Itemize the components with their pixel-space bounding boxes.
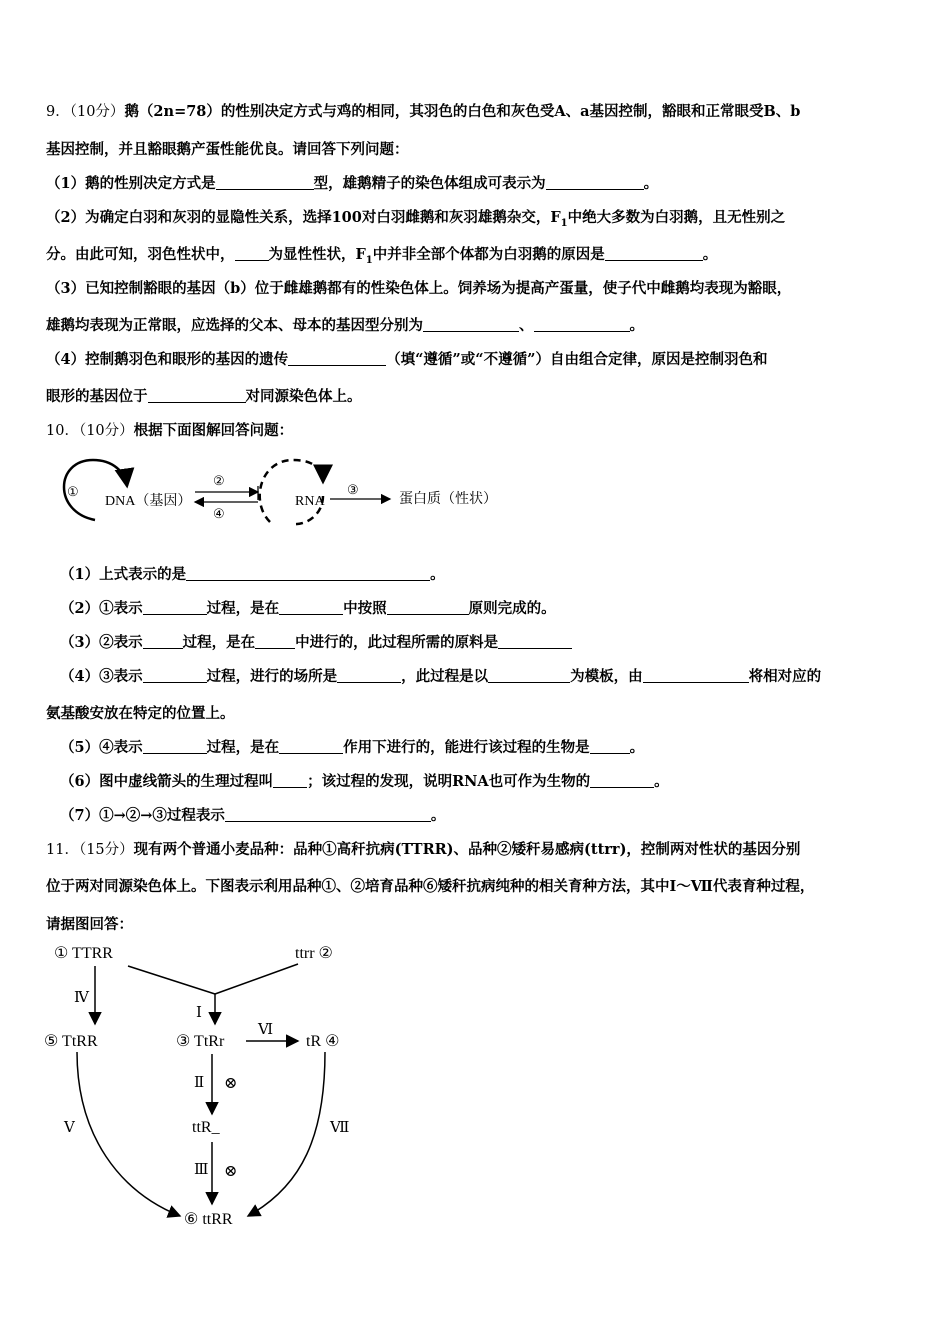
answer-blank[interactable] (279, 739, 343, 754)
q9-part4-line2: 眼形的基因位于 对同源染色体上。 (46, 388, 362, 405)
answer-blank[interactable] (143, 634, 183, 649)
process-VII-arrow (248, 1052, 325, 1216)
q9-part4-line1: （4）控制鹅羽色和眼形的基因的遗传 （填“遵循”或“不遵循”）自由组合定律，原因是控制羽色和 (46, 351, 768, 368)
answer-blank[interactable] (143, 739, 207, 754)
answer-blank[interactable] (255, 634, 295, 649)
answer-blank[interactable] (590, 739, 630, 754)
answer-blank[interactable] (143, 600, 207, 615)
process-V-label: Ⅴ (64, 1120, 75, 1136)
answer-blank[interactable] (273, 773, 307, 788)
process-II-label: Ⅱ (194, 1075, 205, 1091)
answer-blank[interactable] (546, 175, 644, 190)
process-III-label: Ⅲ (194, 1162, 209, 1178)
process-VII-label: Ⅶ (330, 1120, 350, 1136)
variety-2-ttrr: ttrr ② (295, 945, 333, 962)
q9-part1: （1）鹅的性别决定方式是 型，雄鹅精子的染色体组成可表示为 。 (46, 175, 659, 192)
q11-number: 11．（15分） (46, 842, 134, 858)
variety-6-ttRR: ⑥ ttRR (184, 1211, 233, 1228)
variety-5-TtRR: ⑤ TtRR (44, 1033, 98, 1050)
q11-line1: 11．（15分）现有两个普通小麦品种：品种①高秆抗病(TTRR)、品种②矮秆易感病(ttrr)，控制两对性状的基因分别 (46, 841, 801, 858)
protein-label: 蛋白质（性状） (399, 492, 497, 507)
variety-1-TTRR: ① TTRR (54, 945, 113, 962)
answer-blank[interactable] (143, 668, 207, 683)
process-I-label: Ⅰ (196, 1005, 202, 1021)
rna-label: RNA (295, 494, 325, 509)
q10-part4-line2: 氨基酸安放在特定的位置上。 (46, 705, 235, 722)
selfing-symbol-2: ⊗ (224, 1163, 238, 1180)
selfing-symbol-1: ⊗ (224, 1075, 238, 1092)
answer-blank[interactable] (423, 317, 519, 332)
answer-blank[interactable] (387, 600, 469, 615)
q9-part2-line2: 分。由此可知，羽色性状中， 为显性性状，$F_1$中并非全部个体都为白羽鹅的原因是 。 (46, 246, 718, 266)
q10-part7: （7）①→②→③过程表示 。 (60, 807, 446, 824)
answer-blank[interactable] (590, 773, 654, 788)
answer-blank[interactable] (216, 175, 314, 190)
answer-blank[interactable] (534, 317, 630, 332)
process-2-label: ② (213, 473, 225, 488)
rna-replication-dashed-loop (260, 460, 323, 522)
q10-part6: （6）图中虚线箭头的生理过程叫 ；该过程的发现，说明RNA也可作为生物的 。 (60, 773, 669, 790)
q9-part3-line1: （3）已知控制豁眼的基因（b）位于雌雄鹅都有的性染色体上。饲养场为提高产蛋量，使子代中雌鹅均表现为豁眼， (46, 280, 792, 297)
q9-stem-1: 鹅（2n=78）的性别决定方式与鸡的相同，其羽色的白色和灰色受A、a基因控制，豁眼和正常眼受B、b (124, 103, 801, 120)
q9-part2-line1: （2）为确定白羽和灰羽的显隐性关系，选择100对白羽雌鹅和灰羽雄鹅杂交，$F_1$中绝大多数为白羽鹅，且无性别之 (46, 209, 786, 229)
answer-blank[interactable] (225, 807, 431, 822)
process-4-label: ④ (213, 506, 225, 521)
answer-blank[interactable] (605, 246, 703, 261)
process-VI-label: Ⅵ (258, 1022, 274, 1038)
answer-blank[interactable] (148, 388, 246, 403)
q10-part3: （3）②表示 过程，是在 中进行的，此过程所需的原料是 (60, 633, 572, 653)
central-dogma-diagram (55, 452, 525, 534)
q11-line2: 位于两对同源染色体上。下图表示利用品种①、②培育品种⑥矮秆抗病纯种的相关育种方法，其中Ⅰ～Ⅶ代表育种过程， (46, 878, 815, 895)
process-V-arrow (77, 1052, 180, 1216)
q11-line3: 请据图回答： (46, 916, 133, 933)
variety-4-tR: tR ④ (306, 1033, 340, 1050)
q10-part4-line1: （4）③表示 过程，进行的场所是 ，此过程是以 为模板，由 将相对应的 (60, 668, 822, 685)
answer-blank[interactable] (279, 600, 343, 615)
answer-blank[interactable] (235, 246, 269, 261)
variety-3-TtRr: ③ TtRr (176, 1033, 225, 1050)
process-3-label: ③ (347, 482, 359, 497)
process-IV-label: Ⅳ (74, 990, 89, 1006)
q10-part5: （5）④表示 过程，是在 作用下进行的，能进行该过程的生物是 。 (60, 739, 645, 756)
answer-blank[interactable] (337, 668, 401, 683)
q10-header: 10．（10分）根据下面图解回答问题： (46, 422, 294, 439)
answer-blank[interactable] (488, 668, 570, 683)
breeding-diagram (40, 936, 360, 1232)
q9-part3-line2: 雄鹅均表现为正常眼，应选择的父本、母本的基因型分别为 、 。 (46, 317, 644, 334)
answer-blank[interactable] (186, 566, 430, 581)
q10-part1: （1）上式表示的是 。 (60, 566, 445, 583)
ttR-progeny: ttR_ (192, 1119, 220, 1136)
q9-line1 (46, 102, 800, 122)
answer-blank[interactable] (288, 351, 386, 366)
answer-blank[interactable] (498, 634, 572, 649)
q10-part2: （2）①表示 过程，是在 中按照 原则完成的。 (60, 600, 556, 617)
answer-blank[interactable] (643, 668, 749, 683)
q9-number: 9．（10分） (46, 104, 125, 120)
q10-number: 10．（10分） (46, 423, 134, 439)
q9-line2: 基因控制，并且豁眼鹅产蛋性能优良。请回答下列问题： (46, 141, 409, 158)
dna-label: DNA（基因） (105, 494, 192, 509)
process-1-label: ① (67, 484, 79, 499)
